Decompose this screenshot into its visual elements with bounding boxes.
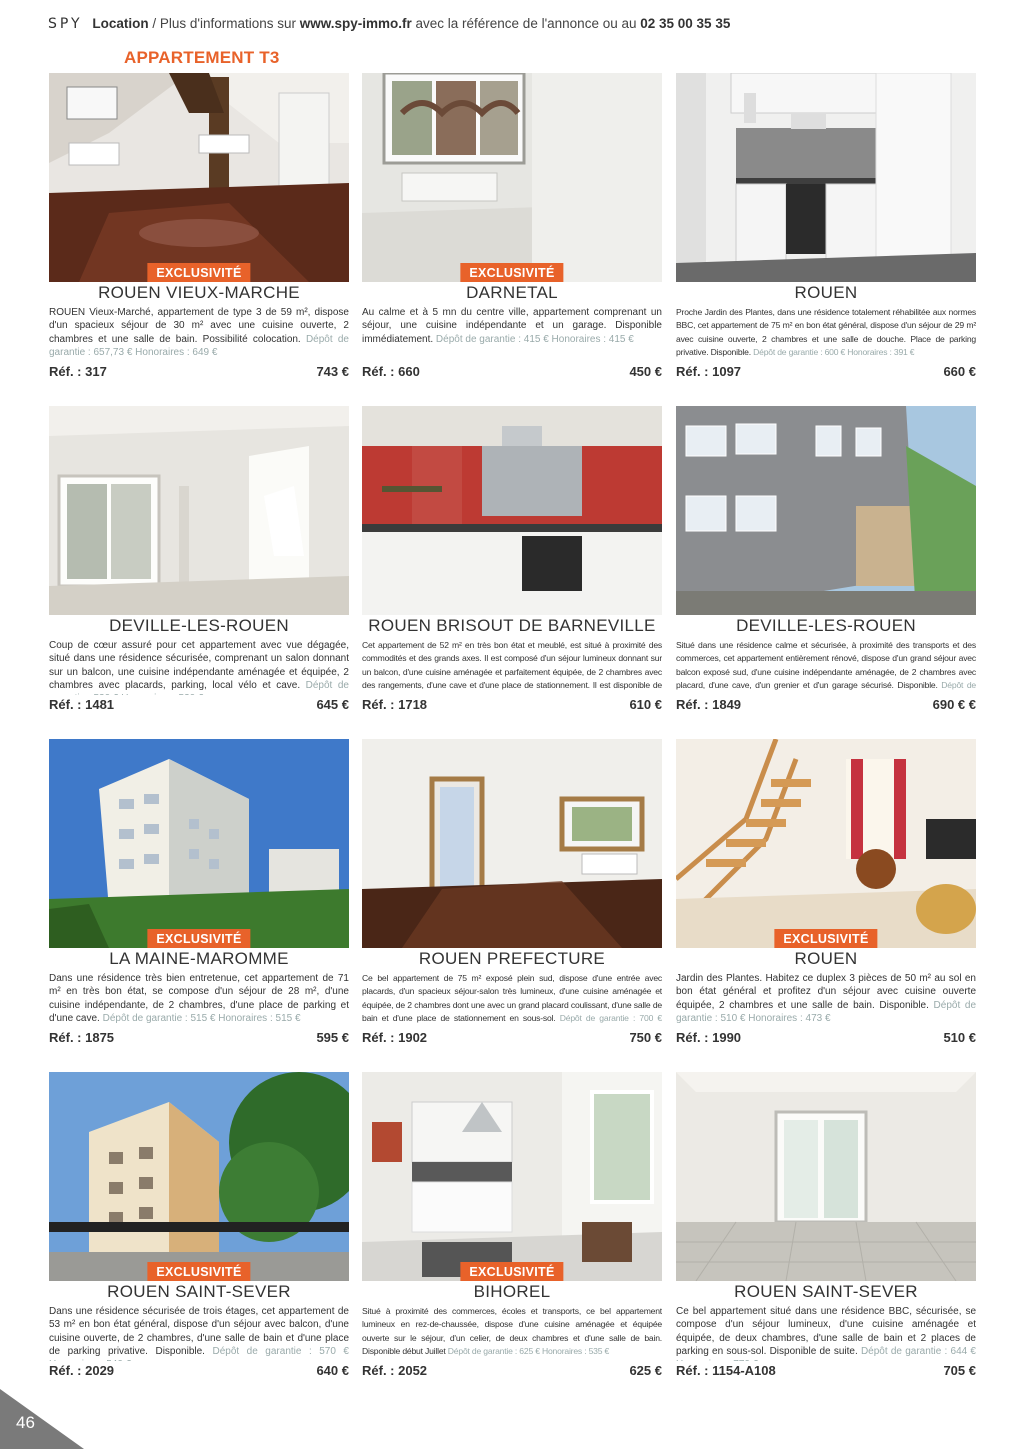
listing-fees: Dépôt de garantie : 415 € Honoraires : 415 € xyxy=(435,333,634,345)
listing-photo[interactable] xyxy=(362,1072,662,1281)
listing-city: ROUEN SAINT-SEVER xyxy=(107,1282,291,1301)
listing-description xyxy=(49,972,349,1028)
listing-card[interactable] xyxy=(362,406,662,716)
page-number: 46 xyxy=(16,1413,35,1432)
listing-photo[interactable] xyxy=(676,73,976,282)
header-location: Location xyxy=(92,16,149,31)
listing-city: ROUEN BRISOUT DE BARNEVILLE xyxy=(368,616,656,635)
listing-reference: Réf. : 1718 xyxy=(362,697,428,712)
exclusivite-badge: EXCLUSIVITÉ xyxy=(147,929,250,948)
listing-price: 450 € xyxy=(629,364,662,379)
listing-reference: Réf. : 1849 xyxy=(676,697,742,712)
listing-description xyxy=(676,639,976,695)
listing-city: ROUEN VIEUX-MARCHE xyxy=(98,283,300,302)
listing-photo[interactable] xyxy=(362,406,662,615)
listing-price: 625 € xyxy=(629,1363,662,1378)
description-text: Coup de cœur assuré pour cet appartement avec vue dégagée, situé dans une résidence sécurisée, comprenant un salon donnant sur un balcon, une cuisine indépendante aménagée et équipée, 2 chambres avec placards, parking, local vélo et cave. xyxy=(49,640,349,691)
spy-logo: SPY xyxy=(48,16,83,32)
listing-description xyxy=(49,639,349,695)
listing-photo[interactable] xyxy=(49,739,349,948)
listing-fees: Dépôt de garantie : 700 € xyxy=(559,1012,662,1023)
description-text: ROUEN Vieux-Marché, appartement de type 3 de 59 m², dispose d'un spacieux séjour de 30 m² avec une cuisine ouverte, 2 chambres et une salle de bain. Possibilité colocation. xyxy=(49,307,349,345)
listing-photo[interactable] xyxy=(49,406,349,615)
listing-fees: Dépôt de garantie : 570 € xyxy=(212,1345,349,1357)
listing-city: DARNETAL xyxy=(466,283,558,302)
listing-description xyxy=(362,306,662,362)
listing-reference: Réf. : 1902 xyxy=(362,1030,428,1045)
listing-fees: Dépôt de garantie : 657,73 € Honoraires : 649 € xyxy=(49,333,349,358)
listing-city: ROUEN xyxy=(794,283,858,302)
listing-city: ROUEN SAINT-SEVER xyxy=(734,1282,918,1301)
description-text: Au calme et à 5 mn du centre ville, appartement comprenant un séjour, une cuisine indépendante et un garage. Disponible immédiatement. xyxy=(362,307,662,345)
listing-fees: Dépôt de garantie : 644 € xyxy=(860,1345,976,1357)
listing-reference: Réf. : 1097 xyxy=(676,364,742,379)
kitchen-icon xyxy=(676,73,976,282)
listing-card[interactable] xyxy=(676,73,976,383)
listing-card[interactable] xyxy=(49,73,349,383)
staircase-room-icon xyxy=(676,739,976,948)
description-text: Ce bel appartement de 75 m² exposé plein sud, dispose d'une entrée avec placards, d'un spacieux séjour-salon très lumineux, d'une cuisine aménagée et équipée, de 2 chambres dont une avec un grand placard coulissant, d'une salle de bain et d'une place de stationnement en sous-sol. xyxy=(362,973,662,1023)
listing-description xyxy=(362,639,662,695)
listing-price: 510 € xyxy=(943,1030,976,1045)
apartment-building-icon xyxy=(49,1072,349,1281)
listing-reference: Réf. : 2029 xyxy=(49,1363,115,1378)
exclusivite-badge: EXCLUSIVITÉ xyxy=(460,1262,563,1281)
listing-description xyxy=(362,1305,662,1361)
window-room-icon xyxy=(362,73,662,282)
listing-description xyxy=(49,1305,349,1361)
exclusivite-badge: EXCLUSIVITÉ xyxy=(460,263,563,282)
listing-photo[interactable] xyxy=(676,739,976,948)
listing-card[interactable] xyxy=(676,1072,976,1382)
listing-reference: Réf. : 1875 xyxy=(49,1030,115,1045)
listing-price: 595 € xyxy=(316,1030,349,1045)
empty-room-icon xyxy=(49,406,349,615)
listing-reference: Réf. : 317 xyxy=(49,364,107,379)
listing-price: 743 € xyxy=(316,364,349,379)
listing-city: ROUEN xyxy=(794,949,858,968)
description-text: Proche Jardin des Plantes, dans une résidence totalement réhabilitée aux normes BBC, cet appartement de 75 m² en bon état général, dispose d'un séjour de 29 m² avec cuisine ouverte, 2 chambres et une salle de douche. Place de parking privative. Disponible. xyxy=(676,307,976,357)
listing-photo[interactable] xyxy=(676,1072,976,1281)
listing-photo[interactable] xyxy=(676,406,976,615)
attic-room-icon xyxy=(49,73,349,282)
listing-fees xyxy=(384,693,545,695)
listing-price: 690 € € xyxy=(932,697,976,712)
listing-card[interactable] xyxy=(49,739,349,1049)
listing-photo[interactable] xyxy=(362,739,662,948)
listing-fees: Dépôt de garantie : 625 € Honoraires : 535 € xyxy=(447,1345,610,1356)
open-kitchen-icon xyxy=(362,1072,662,1281)
listing-reference: Réf. : 1481 xyxy=(49,697,115,712)
listing-price: 645 € xyxy=(316,697,349,712)
description-text: Jardin des Plantes. Habitez ce duplex 3 pièces de 50 m² au sol en bon état général et profitez d'un séjour avec cuisine ouverte équipée, 2 chambres et une salle de bain. Disponible. xyxy=(676,973,976,1011)
listing-price: 610 € xyxy=(629,697,662,712)
section-title: APPARTEMENT T3 xyxy=(124,48,280,67)
red-kitchen-icon xyxy=(362,406,662,615)
listing-card[interactable] xyxy=(49,1072,349,1382)
description-text: Situé à proximité des commerces, écoles et transports, ce bel appartement lumineux en rez-de-chaussée, dispose d'une cuisine aménagée et équipée ouverte sur le séjour, d'un celier, de deux chambres et d'une salle de bain. Disponible début Juillet xyxy=(362,1306,662,1356)
listing-price: 660 € xyxy=(943,364,976,379)
listing-city: LA MAINE-MAROMME xyxy=(109,949,289,968)
listing-price: 640 € xyxy=(316,1363,349,1378)
phone-number: 02 35 00 35 35 xyxy=(640,16,731,31)
page-header xyxy=(48,16,988,36)
listing-card[interactable] xyxy=(362,739,662,1049)
exclusivite-badge: EXCLUSIVITÉ xyxy=(774,929,877,948)
website-link[interactable]: www.spy-immo.fr xyxy=(299,16,412,31)
listing-photo[interactable] xyxy=(49,73,349,282)
description-text: Cet appartement de 52 m² en très bon état et meublé, est situé à proximité des commodités et des grands axes. Il est composé d'un séjour lumineux donnant sur un balcon, d'une cuisine aménagée et parfaitement équipée, de 2 chambres avec des rangements, d'une cave et d'une place de stationnement. Il est disponible de xyxy=(362,640,662,690)
listing-description xyxy=(676,306,976,362)
listing-fees: Dépôt de garantie : 515 € Honoraires : 515 € xyxy=(102,1012,301,1024)
listing-description xyxy=(676,972,976,1028)
building-icon xyxy=(676,406,976,615)
listing-card[interactable] xyxy=(676,406,976,716)
listing-fees: Dépôt de xyxy=(941,679,976,690)
description-text: Ce bel appartement situé dans une résidence BBC, sécurisée, se compose d'un séjour lumineux, d'une cuisine aménagée et équipée, de deux chambres, d'une salle de bain et 2 places de parking en sous-sol. Disponible de suite. xyxy=(676,1306,976,1357)
listing-card[interactable] xyxy=(676,739,976,1049)
listing-card[interactable] xyxy=(49,406,349,716)
listing-description xyxy=(676,1305,976,1361)
listing-city: DEVILLE-LES-ROUEN xyxy=(736,616,916,635)
description-text: Dans une résidence très bien entretenue, cet appartement de 71 m² en très bon état, se compose d'un séjour de 28 m², d'une cuisine indépendante, de 2 chambres, d'une place de parking et d'une cave. xyxy=(49,973,349,1024)
page-corner xyxy=(0,1389,84,1449)
listing-reference: Réf. : 1990 xyxy=(676,1030,742,1045)
listing-photo[interactable] xyxy=(362,73,662,282)
description-text: Dans une résidence sécurisée de trois étages, cet appartement de 53 m² en bon état général, dispose d'un séjour avec balcon, d'une cuisine ouverte, de 2 chambres, d'une salle de bain et d'une place de parking privative. Disponible. xyxy=(49,1306,349,1357)
header-text-2: avec la référence de l'annonce ou au xyxy=(411,16,641,31)
listing-reference: Réf. : 1154-A108 xyxy=(676,1363,776,1378)
wood-floor-room-icon xyxy=(362,739,662,948)
listing-description xyxy=(49,306,349,362)
listing-reference: Réf. : 660 xyxy=(362,364,420,379)
listing-fees: Dépôt de xyxy=(305,679,349,691)
exclusivite-badge: EXCLUSIVITÉ xyxy=(147,1262,250,1281)
listing-price: 750 € xyxy=(629,1030,662,1045)
listing-city: BIHOREL xyxy=(473,1282,551,1301)
listing-card[interactable] xyxy=(362,73,662,383)
listing-reference: Réf. : 2052 xyxy=(362,1363,428,1378)
tiled-room-icon xyxy=(676,1072,976,1281)
listing-card[interactable] xyxy=(362,1072,662,1382)
listing-city: DEVILLE-LES-ROUEN xyxy=(109,616,289,635)
listing-fees: Dépôt de garantie : 600 € Honoraires : 391 € xyxy=(753,346,915,357)
listing-photo[interactable] xyxy=(49,1072,349,1281)
listing-price: 705 € xyxy=(943,1363,976,1378)
listing-fees: Dépôt de garantie : 510 € Honoraires : 473 € xyxy=(676,999,976,1024)
description-text: Situé dans une résidence calme et sécurisée, à proximité des transports et des commerces, cet appartement entièrement rénové, dispose d'un grand séjour avec balcon exposé sud, d'une cuisine indépendante aménagée, de 2 chambres avec placard, d'une cave, d'un grenier et d'un garage sécurisé. Disponible. xyxy=(676,640,976,690)
header-text-1: / Plus d'informations sur xyxy=(148,16,300,31)
tower-building-icon xyxy=(49,739,349,948)
exclusivite-badge: EXCLUSIVITÉ xyxy=(147,263,250,282)
listing-description xyxy=(362,972,662,1028)
listing-city: ROUEN PREFECTURE xyxy=(418,949,606,968)
